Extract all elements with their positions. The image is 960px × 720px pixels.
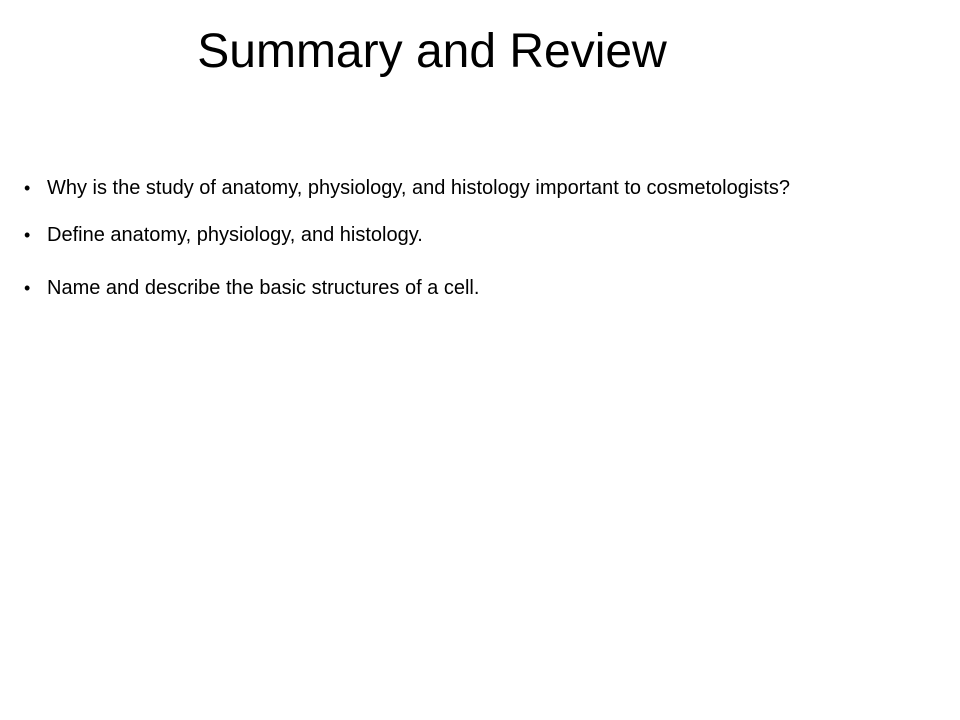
bullet-marker: • (24, 225, 31, 245)
bullet-item-study-importance (24, 177, 804, 200)
bullet-item-cell-structures (24, 277, 804, 300)
bullet-text: Why is the study of anatomy, physiology, and histology important to cosmetologists? (47, 177, 790, 199)
bullet-item-define-terms (24, 224, 804, 247)
slide-title: Summary and Review (197, 25, 667, 78)
bullet-text: Define anatomy, physiology, and histology. (47, 224, 423, 246)
bullet-list (24, 177, 804, 324)
bullet-marker: • (24, 178, 31, 198)
bullet-text: Name and describe the basic structures of a cell. (47, 277, 480, 299)
bullet-marker: • (24, 278, 31, 298)
